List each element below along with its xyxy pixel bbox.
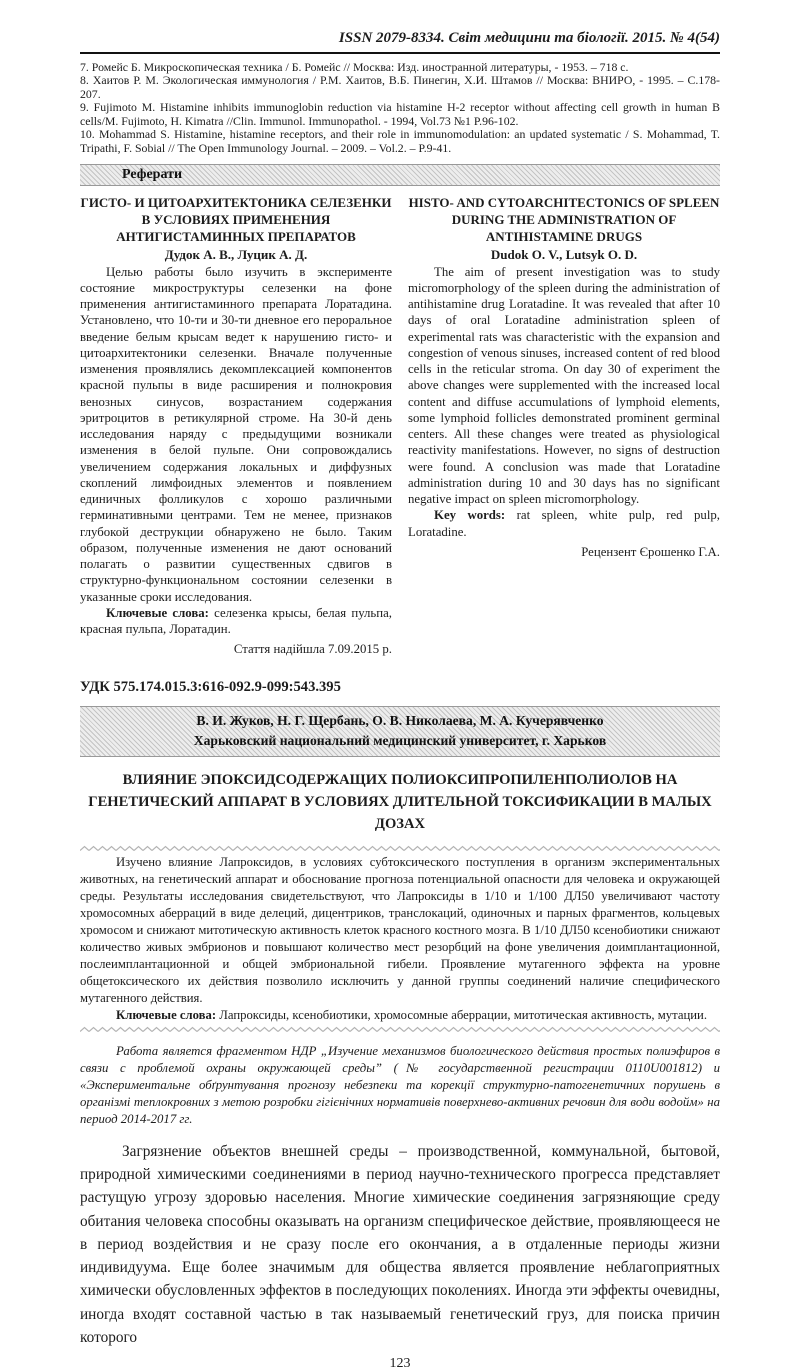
abstract-keywords-en (408, 507, 720, 540)
abstract-authors-ru: Дудок А. В., Луцик А. Д. (164, 246, 308, 262)
reference-item: 10. Mohammad S. Histamine, histamine receptors, and their role in immunomodulation: an updated systematic / S. Mohammad, T. Tripathi, F. Sobial // The Open Immunology Journal. – 2009. – Vol.2. – P.9-41. (80, 127, 720, 155)
abstract-columns (80, 195, 720, 657)
abstract-authors-en: Dudok O. V., Lutsyk O. D. (490, 246, 638, 262)
abstract-title-ru: ГИСТО- И ЦИТОАРХИТЕКТОНИКА СЕЛЕЗЕНКИ В УСЛОВИЯХ ПРИМЕНЕНИЯ АНТИГИСТАМИННЫХ ПРЕПАРАТОВ (80, 195, 392, 244)
keywords-text-en: rat spleen, white pulp, red pulp, Loratadine. (408, 508, 720, 539)
keywords-label-en: Key words: (434, 508, 506, 523)
reference-item: 9. Fujimoto M. Histamine inhibits immunoglobin reduction via histamine H-2 receptor without affecting cell growth in human B cells/M. Fujimoto, H. Kimatra //Clin. Immunol. Immunopathol. - 1994, Vol.73 №1 P.96-102. (80, 100, 720, 128)
abstract-keywords-ru (80, 605, 392, 638)
abstract-column-english (408, 195, 720, 657)
article-abstract-ru: Изучено влияние Лапроксидов, в условиях субтоксического поступления в организм экспериментальных животных, на генетический аппарат и обоснование прогноза потенциальной опасности для человека и окружающей среды. Результаты исследования свидетельствуют, что Лапроксиды в 1/10 и 1/100 ДЛ50 увеличивают частоту хромосомных аберраций в виде делеций, дицентриков, транслокаций, одиночных и парных фрагментов, кольцевых хромосом и снижают митотическую активность клеток красного костного мозга. В 1/10 ДЛ50 ксенобиотики снижают количество живых эмбрионов и повышают количество мест резорбций на фоне увеличения доимплантационной, послеимплантационной и общей эмбриональной гибели. Проявление мутагенного эффекта на уровне общетоксического их действия позволило исключить у данной группы соединений наличие специфического мутагенного действия. (80, 854, 720, 1005)
article-keywords (80, 1007, 720, 1024)
article-body-paragraph: Загрязнение объектов внешней среды – производственной, коммунальной, бытовой, природной химическими соединениями в период научно-технического прогресса представляет растущую угрозу здоровью населения. Многие химические соединения загрязняющие среду обитания человека способны оказывать на организм специфическое действие, проявляющееся не в период воздействия и не сразу после его окончания, а в отдаленные периоды жизни индивидуума. Еще более значимым для общества является проявление неблагоприятных химически обусловленных эффектов в последующих поколениях. Иногда эти эффекты очевидны, иногда входят составной частью в так называемый генетический груз, для поиска причин которого (80, 1142, 720, 1346)
page-number: 123 (389, 1356, 411, 1372)
journal-issue-header: ISSN 2079-8334. Світ медицини та біології. 2015. № 4(54) (80, 30, 720, 54)
referaty-section-banner: Реферати (80, 164, 720, 186)
keywords-text-ru: селезенка крысы, белая пульпа, красная пульпа, Лоратадин. (80, 605, 392, 637)
reference-list (80, 61, 720, 155)
abstract-title-en: HISTO- AND CYTOARCHITECTONICS OF SPLEEN DURING THE ADMINISTRATION OF ANTIHISTAMINE DRUGS (408, 195, 720, 244)
abstract-column-russian (80, 195, 392, 657)
zigzag-divider (80, 845, 720, 852)
article-authors-line: В. И. Жуков, Н. Г. Щербань, О. В. Николаева, М. А. Кучерявченко (196, 713, 604, 729)
article-reviewer: Рецензент Єрошенко Г.А. (581, 544, 720, 559)
article-keywords-label: Ключевые слова: (116, 1007, 217, 1022)
zigzag-divider (80, 1026, 720, 1033)
ndr-fragment-note: Работа является фрагментом НДР „Изучение механизмов биологического действия простых полиэфиров в связи с проблемой охраны окружающей среды” (№ государственной регистрации 0110U001812) и «Экспериментальне обґрунтування прогнозу небезпеки та корекції структурно-патогенетичних порушень в організмі теплокровних з метою розробки гігієнічних нормативів поверхнево-активних речовин для води водойм» на период 2014-2017 гг. (80, 1043, 720, 1126)
abstract-body-en: The aim of present investigation was to study micromorphology of the spleen during the administration of antihistamine drug Loratadine. It was revealed that after 10 days of oral Loratadine administration spleen of experimental rats was characteristic with the expansion and congestion of venous sinuses, increased content of red blood cells in the reticular stroma. On day 30 of experiment the above changes were supplemented with the increased local content and diffuse accumulations of lymphoid elements, some lymphoid follicles demonstrated prominent germinal centers. All these changes were treated as physiological reactivity manifestations. However, no signs of destruction were found. A conclusion was made that Loratadine administration during 10 and 30 days has no significant negative impact on spleen micromorphology. (408, 264, 720, 507)
article-keywords-text: Лапроксиды, ксенобиотики, хромосомные аберрации, митотическая активность, мутации. (216, 1007, 708, 1022)
udk-code: УДК 575.174.015.3:616-092.9-099:543.395 (80, 679, 341, 696)
reference-item: 7. Ромейс Б. Микроскопическая техника / Б. Ромейс // Москва: Изд. иностранной литературы, - 1953. – 718 с. (80, 60, 629, 74)
keywords-label-ru: Ключевые слова: (106, 605, 209, 620)
article-received-date: Стаття надійшла 7.09.2015 р. (233, 642, 392, 657)
article-authors-banner (80, 706, 720, 756)
abstract-body-ru: Целью работы было изучить в эксперименте состояние микроструктуры селезенки на фоне применения антигистаминного препарата Лоратадина. Установлено, что 10-ти и 30-ти дневное его пероральное введение белым крысам ведет к нарушению гисто- и цитоархитектоники селезенки. Вначале полученные изменения проявлялись декомплексацией компонентов красной пульпы в виде расширения и полнокровия венозных синусов, возрастанием содержания эритроцитов в ретикулярной строме. На 30-й день исследования наряду с предыдущими возникали изменения в белой пульпе. Они сопровождались увеличением содержания локальных и диффузных скоплений лимфоидных элементов и появлением единичных фолликулов с хорошо различными герминативными центрами. Тем не менее, признаков глубокой деструкции обнаружено не было. Таким образом, полученные изменения не дают оснований полагать о развитии существенных сдвигов в структурно-функциональном состоянии селезенки в указанные сроки исследования. (80, 264, 392, 604)
reference-item: 8. Хаитов Р. М. Экологическая иммунология / Р.М. Хаитов, В.Б. Пинегин, Х.И. Штамов // Москва: ВНИРО, - 1995. – С.178-207. (80, 73, 720, 101)
article-title: ВЛИЯНИЕ ЭПОКСИДСОДЕРЖАЩИХ ПОЛИОКСИПРОПИЛЕНПОЛИОЛОВ НА ГЕНЕТИЧЕСКИЙ АППАРАТ В УСЛОВИЯХ ДЛИТЕЛЬНОЙ ТОКСИФИКАЦИИ В МАЛЫХ ДОЗАХ (88, 771, 712, 832)
article-affiliation-line: Харьковский национальний медицинский университет, г. Харьков (193, 733, 607, 749)
